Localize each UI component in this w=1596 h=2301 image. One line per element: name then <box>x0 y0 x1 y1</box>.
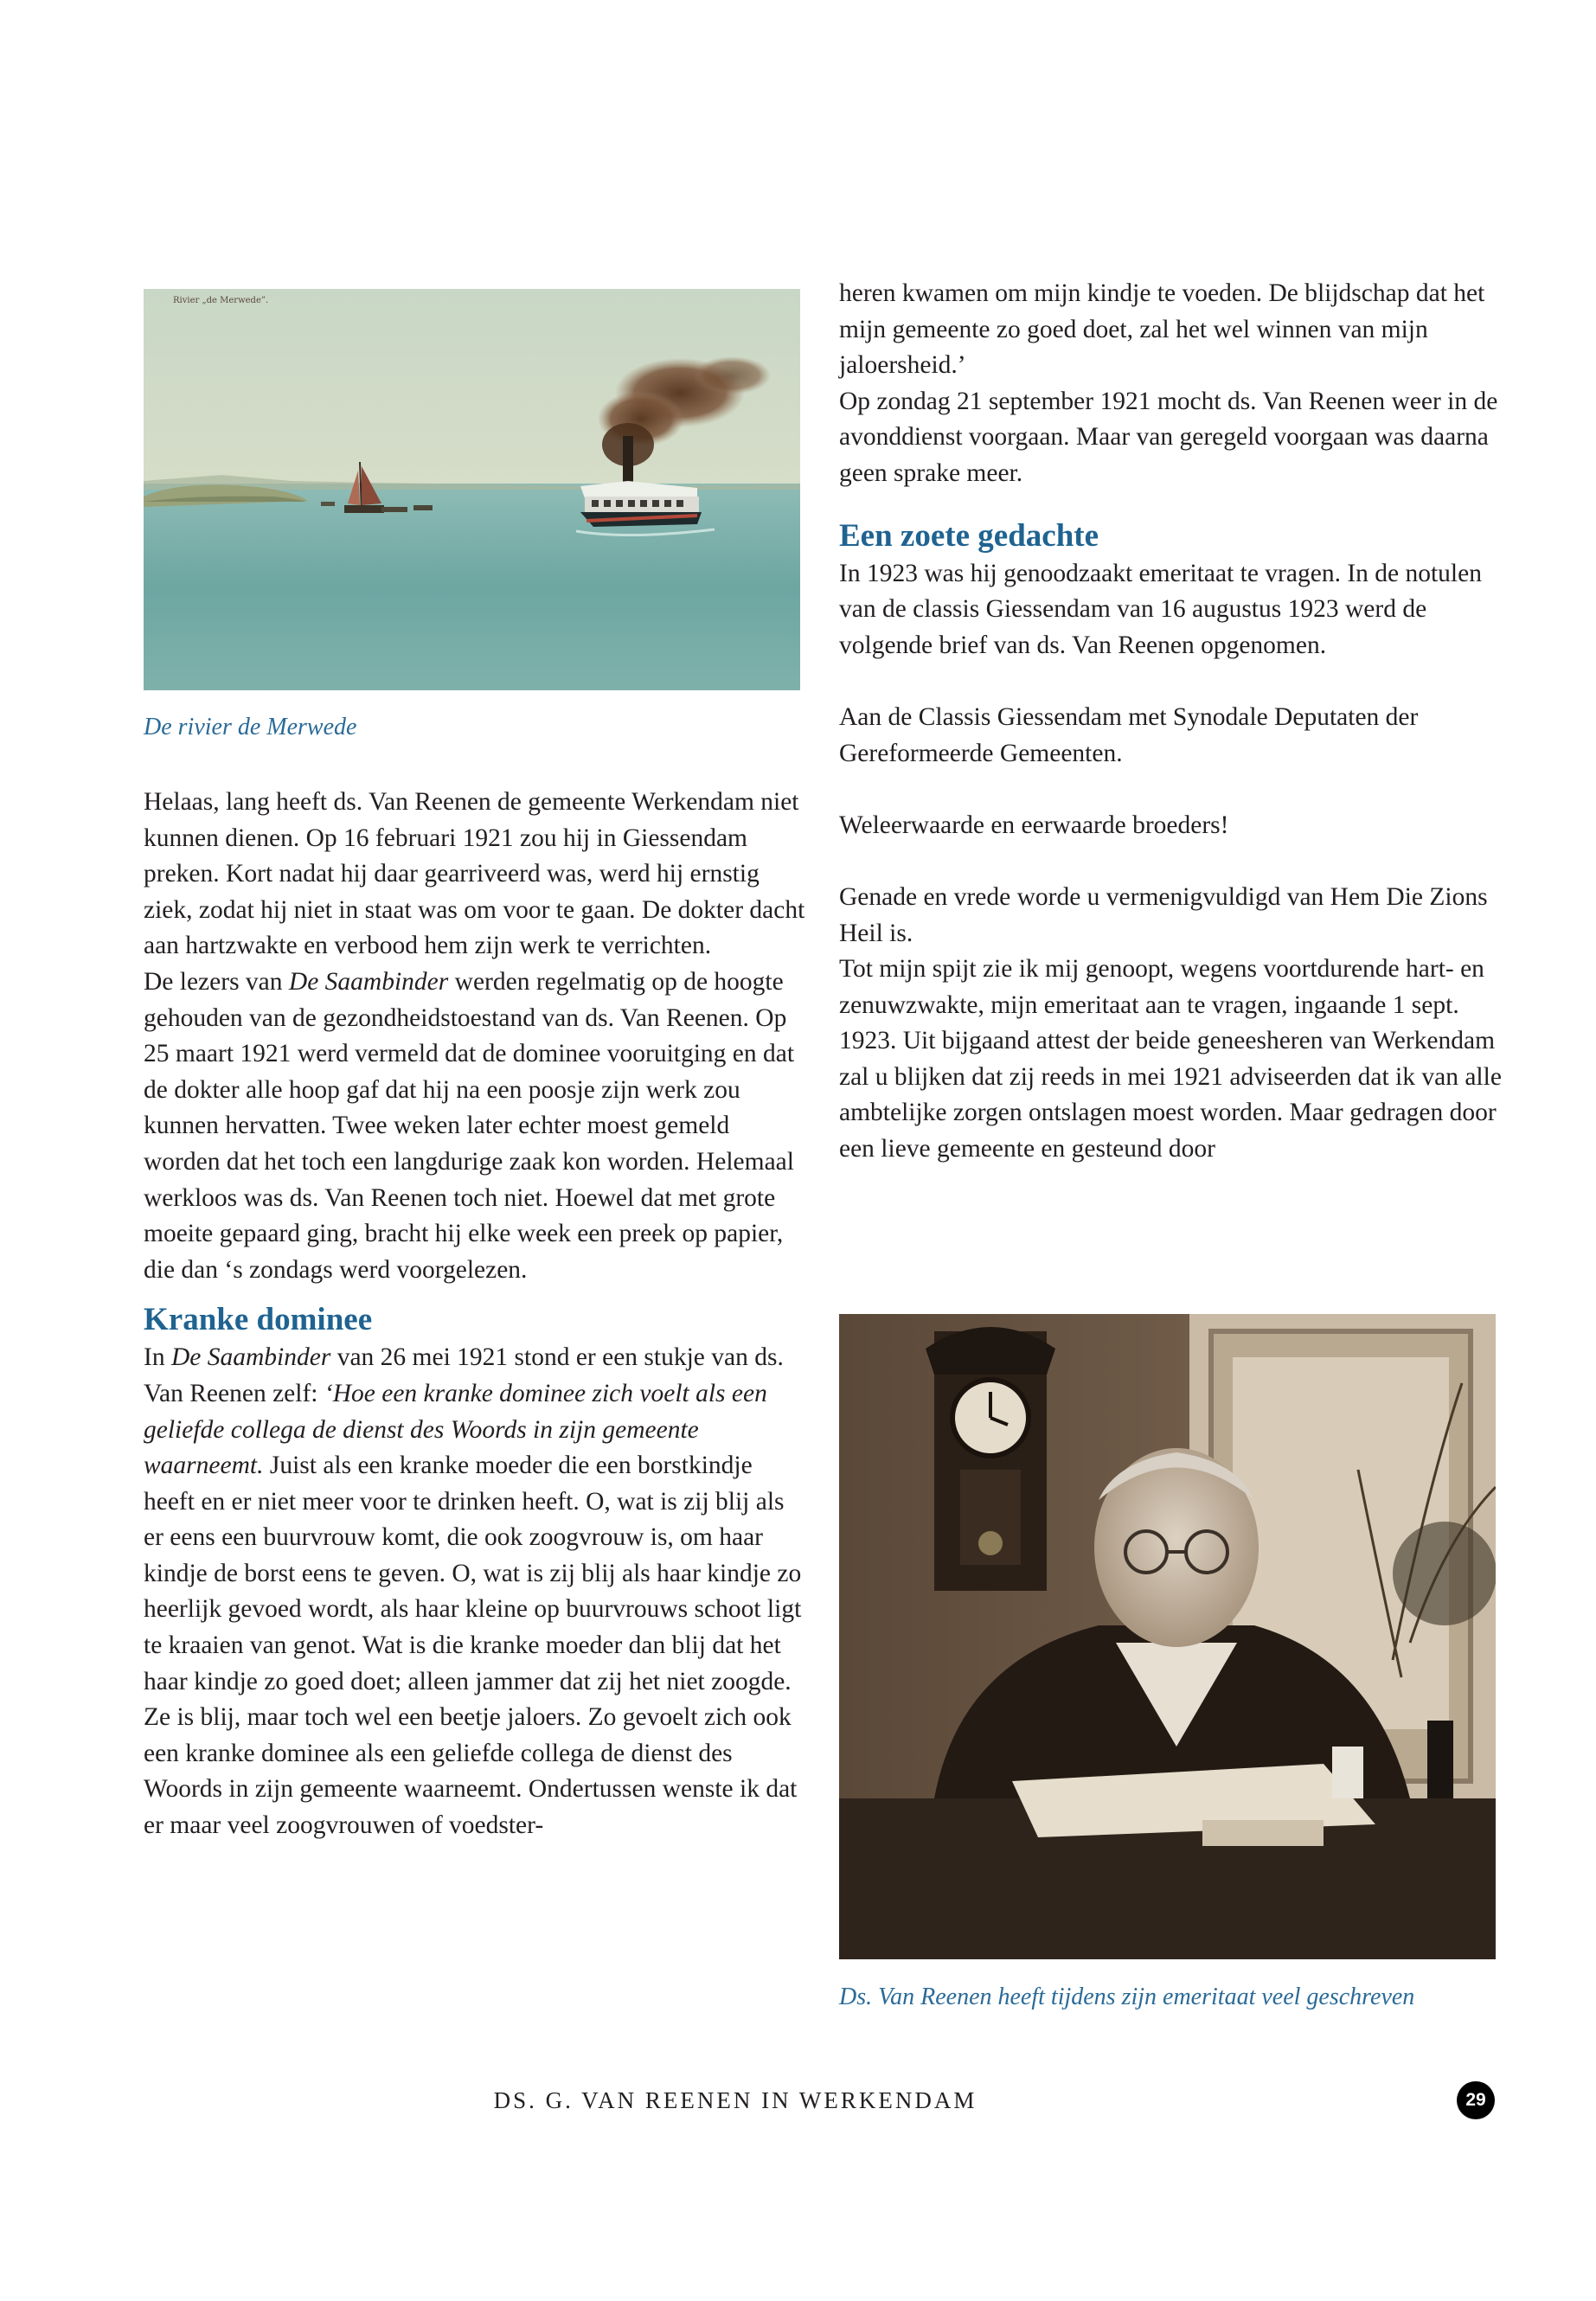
section-heading-een-zoete-gedachte: Een zoete gedachte <box>839 517 1099 554</box>
postcard-inscription: Rivier „de Merwede”. <box>173 296 269 305</box>
river-photo-caption: De rivier de Merwede <box>144 714 357 740</box>
paragraph: Genade en vrede worde u vermenigvuldigd van Hem Die Zions Heil is. <box>839 882 1488 947</box>
paragraph: heren kwamen om mijn kindje te voeden. De blijdschap dat het mijn gemeente zo goed doet, zal het wel winnen van mijn jaloersheid.’ <box>839 279 1485 380</box>
right-text-column <box>839 276 1502 1168</box>
portrait-photo-caption: Ds. Van Reenen heeft tijdens zijn emeritaat veel geschreven <box>839 1984 1415 2010</box>
paragraph: Op zondag 21 september 1921 mocht ds. Van Reenen weer in de avonddienst voorgaan. Maar van geregeld voorgaan was daarna geen sprake meer. <box>839 387 1498 487</box>
paragraph: In 1923 was hij genoodzaakt emeritaat te vragen. In de notulen van de classis Giessendam van 16 augustus 1923 werd de volgende brief van ds. Van Reenen opgenomen. <box>839 559 1482 659</box>
section-heading-kranke-dominee: Kranke dominee <box>144 1302 373 1338</box>
paragraph: Weleerwaarde en eerwaarde broeders! <box>839 811 1229 839</box>
paragraph: Tot mijn spijt zie ik mij genoopt, wegens voortdurende hart- en zenuwzwakte, mijn emeritaat aan te vragen, ingaande 1 sept. 1923. Uit bijgaand attest der beide geneesheren van Werkendam zal u blijken dat zij reeds in mei 1921 adviseerden dat ik van alle ambtelijke zorgen ontslagen moest worden. Maar gedragen door een lieve gemeente en gesteund door <box>839 955 1502 1163</box>
running-footer-title: DS. G. VAN REENEN IN WERKENDAM <box>493 2087 977 2113</box>
photo-portrait-van-reenen <box>839 1314 1496 1959</box>
page-number-badge: 29 <box>1457 2081 1495 2119</box>
paragraph: Aan de Classis Giessendam met Synodale Deputaten der Gereformeerde Gemeenten. <box>839 702 1419 767</box>
paragraph: Helaas, lang heeft ds. Van Reenen de gemeente Werkendam niet kunnen dienen. Op 16 februari 1921 zou hij in Giessendam preken. Kort nadat hij daar gearriveerd was, werd hij ernstig ziek, zodat hij niet in staat was om voor te gaan. De dokter dacht aan hartzwakte en verbood hem zijn werk te verrichten. <box>144 788 805 960</box>
photo-river-merwede <box>144 289 800 690</box>
river-postcard-illustration <box>144 289 800 690</box>
portrait-illustration <box>839 1314 1496 1959</box>
paragraph: De lezers van De Saambinder werden regelmatig op de hoogte gehouden van de gezondheidstoestand van ds. Van Reenen. Op 25 maart 1921 werd vermeld dat de dominee vooruitging en dat de dokter alle hoop gaf dat hij na een poosje zijn werk zou kunnen hervatten. Twee weken later echter moest gemeld worden dat het toch een langdurige zaak kon worden. Helemaal werkloos was ds. Van Reenen toch niet. Hoewel dat met grote moeite gepaard ging, bracht hij elke week een preek op papier, die dan ‘s zondags werd voorgelezen. <box>144 967 795 1284</box>
paragraph: In De Saambinder van 26 mei 1921 stond er een stukje van ds. Van Reenen zelf: ‘Hoe een kranke dominee zich voelt als een geliefde collega de dienst des Woords in zijn gemeente waarneemt. Juist als een kranke moeder die een borstkindje heeft en er niet meer voor te drinken heeft. O, wat is zij blij als er eens een buurvrouw komt, die ook zoogvrouw is, om haar kindje de borst eens te geven. O, wat is zij blij als haar kindje zo heerlijk gevoed wordt, als haar kleine op buurvrouws schoot ligt te kraaien van genot. Wat is die kranke moeder dan blij dat het haar kindje zo goed doet; alleen jammer dat zij het niet zoogde. Ze is blij, maar toch wel een beetje jaloers. Zo gevoelt zich ook een kranke dominee als een geliefde collega de dienst des Woords in zijn gemeente waarneemt. Ondertussen wenste ik dat er maar veel zoogvrouwen of voedster- <box>144 1343 802 1840</box>
left-text-column <box>144 785 806 1844</box>
